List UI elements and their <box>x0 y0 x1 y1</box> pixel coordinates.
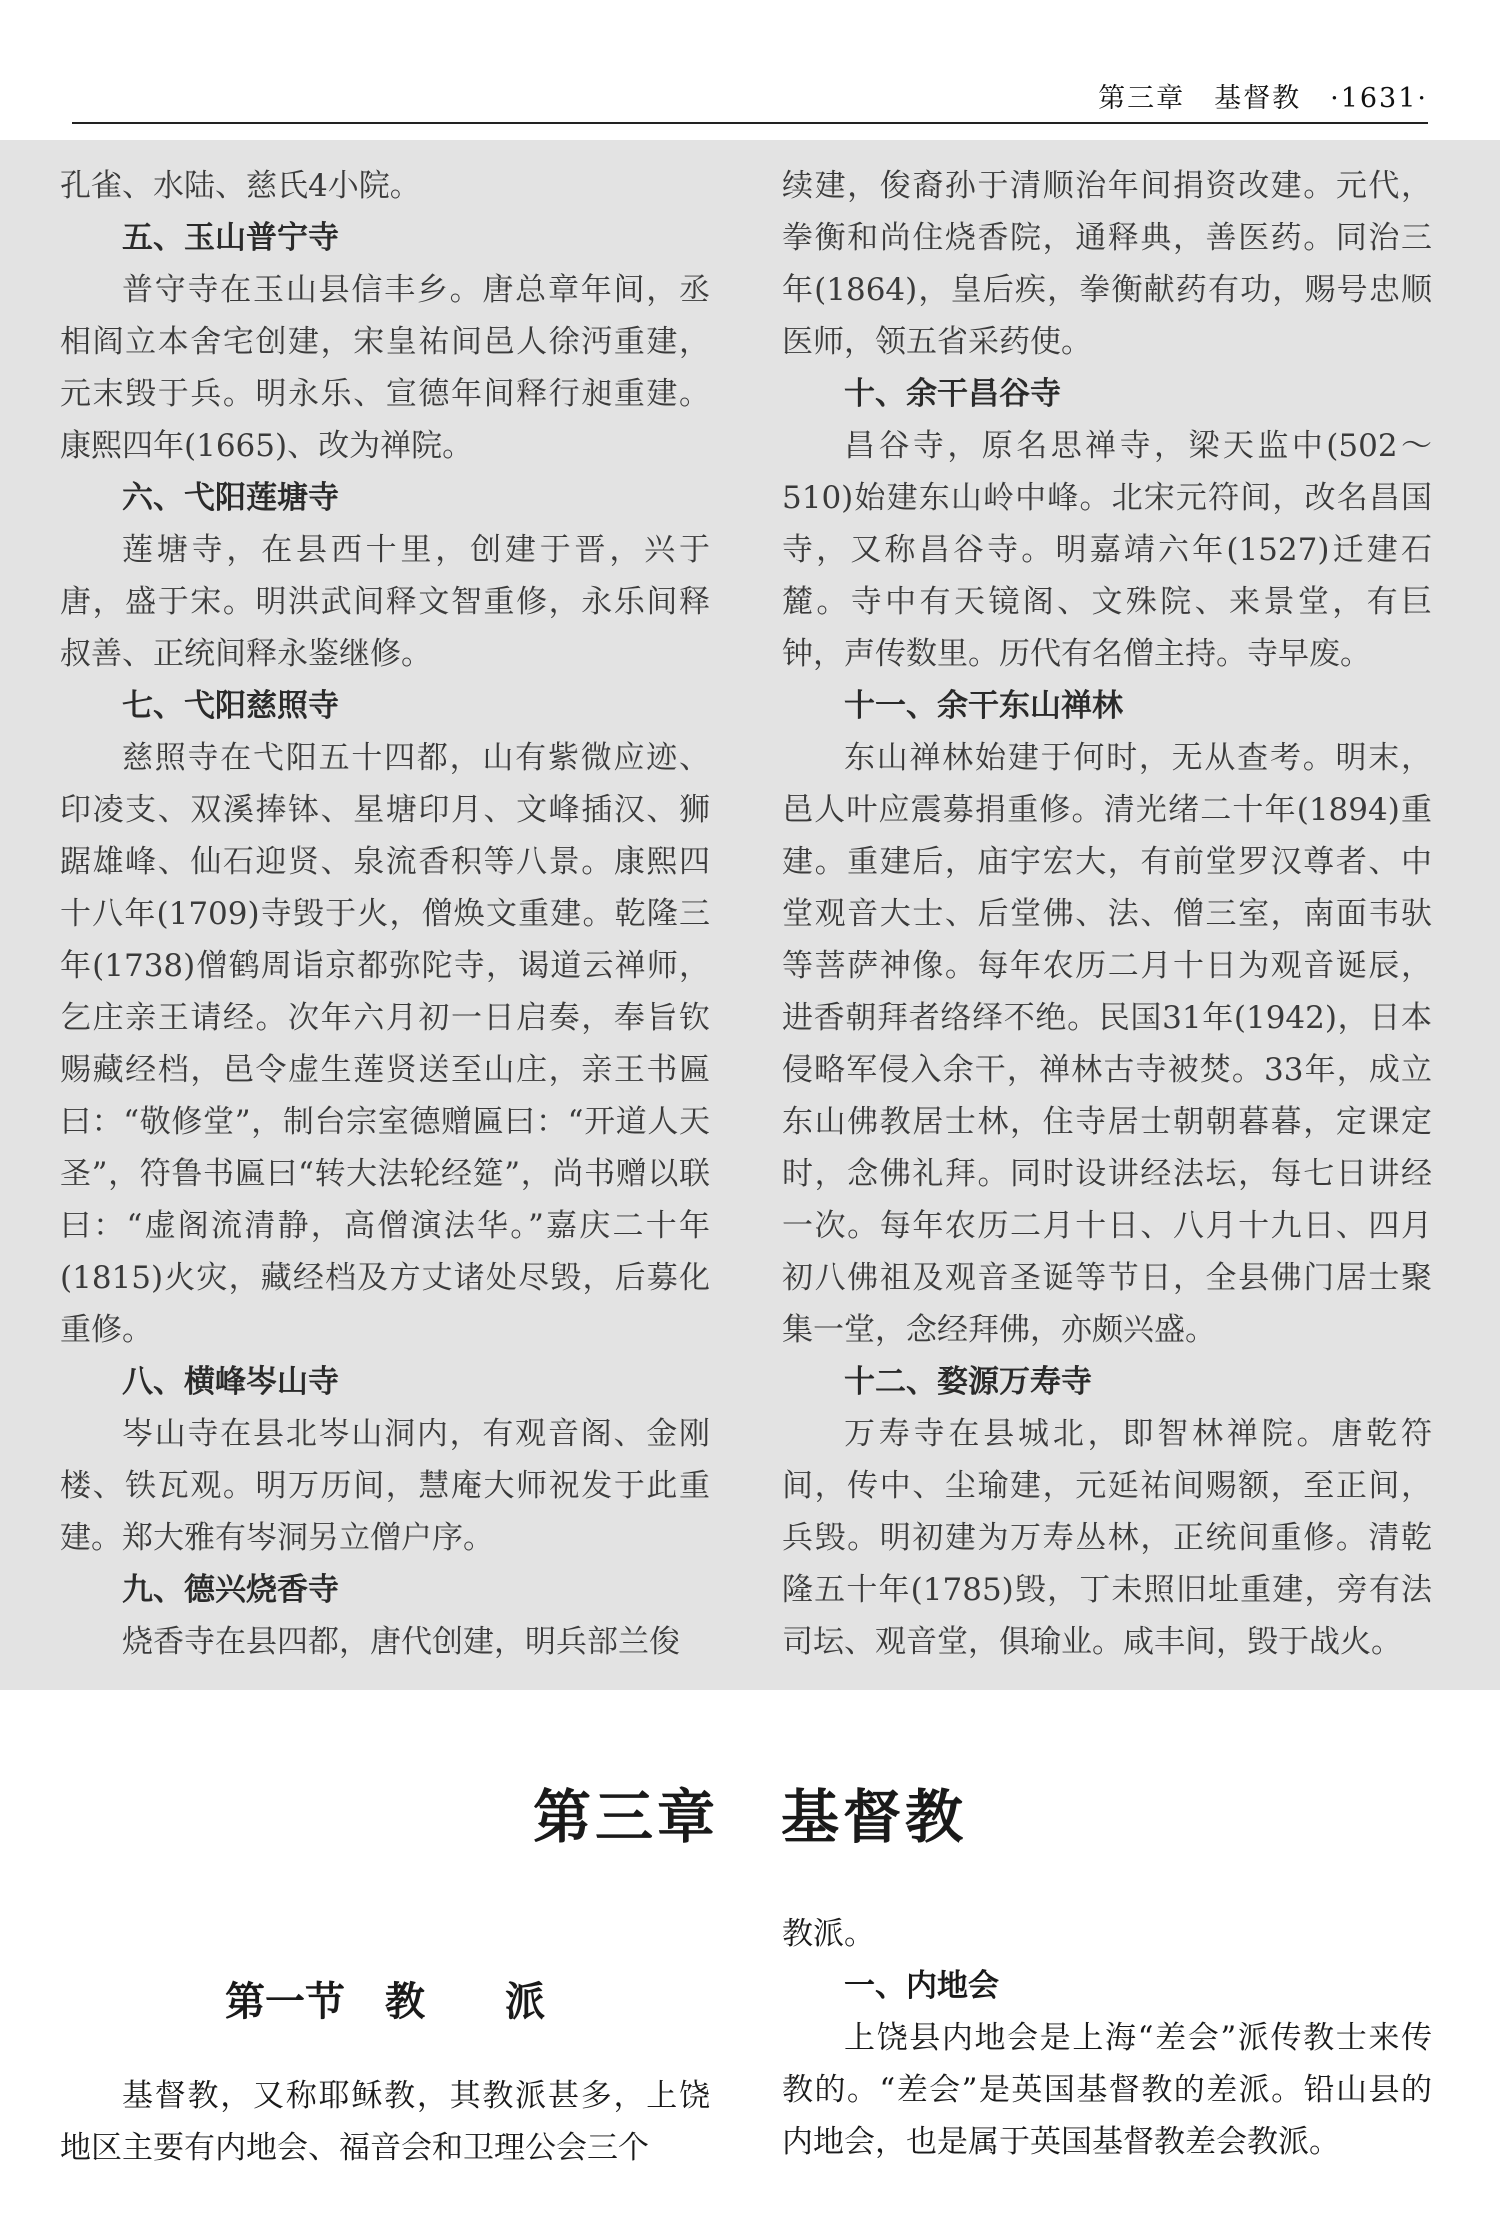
paragraph: 教派。 <box>782 1916 875 1952</box>
paragraph: 上饶县内地会是上海“差会”派传教士来传教的。“差会”是英国基督教的差派。铅山县的内地会，也是属于英国基督教差会教派。 <box>782 2020 1432 2160</box>
section-heading: 十一、余干东山禅林 <box>844 688 1123 724</box>
section-heading: 十二、婺源万寿寺 <box>844 1364 1092 1400</box>
section-heading: 八、横峰岑山寺 <box>122 1364 339 1400</box>
section-heading: 七、弋阳慈照寺 <box>122 688 339 724</box>
section-heading: 九、德兴烧香寺 <box>122 1572 339 1608</box>
paragraph: 岑山寺在县北岑山洞内，有观音阁、金刚楼、铁瓦观。明万历间，慧庵大师祝发于此重建。郑大雅有岑洞另立僧户序。 <box>60 1416 710 1556</box>
upper-right-column <box>782 160 1432 1668</box>
section-heading: 一、内地会 <box>844 1968 999 2004</box>
section-heading: 五、玉山普宁寺 <box>122 220 339 256</box>
paragraph: 万寿寺在县城北，即智林禅院。唐乾符间，传中、尘瑜建，元延祐间赐额，至正间，兵毁。明初建为万寿丛林，正统间重修。清乾隆五十年(1785)毁，丁未照旧址重建，旁有法司坛、观音堂，俱瑜业。咸丰间，毁于战火。 <box>782 1416 1432 1660</box>
running-header <box>0 70 1500 120</box>
paragraph: 基督教，又称耶稣教，其教派甚多，上饶地区主要有内地会、福音会和卫理公会三个 <box>60 2078 710 2166</box>
section-heading: 六、弋阳莲塘寺 <box>122 480 339 516</box>
paragraph: 烧香寺在县四都，唐代创建，明兵部兰俊 <box>122 1624 680 1660</box>
running-title: 第三章 基督教 ·1631· <box>1098 83 1428 114</box>
paragraph: 慈照寺在弋阳五十四都，山有紫微应迹、印凌支、双溪捧钵、星塘印月、文峰插汉、狮踞雄峰、仙石迎贤、泉流香积等八景。康熙四十八年(1709)寺毁于火，僧焕文重建。乾隆三年(1738)僧鹤周诣京都弥陀寺，谒道云禅师，乞庄亲王请经。次年六月初一日启奏，奉旨钦赐藏经档，邑令虚生莲贤送至山庄，亲王书匾曰：“敬修堂”，制台宗室德赠匾曰：“开道人天圣”，符鲁书匾曰“转大法轮经筵”，尚书赠以联曰：“虚阁流清静，高僧演法华。”嘉庆二十年(1815)火灾，藏经档及方丈诸处尽毁，后募化重修。 <box>60 740 710 1348</box>
section-title: 第一节 教 派 <box>225 1979 545 2025</box>
paragraph: 续建，俊裔孙于清顺治年间捐资改建。元代，拳衡和尚住烧香院，通释典，善医药。同治三年(1864)，皇后疾，拳衡献药有功，赐号忠顺医师，领五省采药使。 <box>782 168 1432 360</box>
paragraph: 东山禅林始建于何时，无从查考。明末，邑人叶应震募捐重修。清光绪二十年(1894)重建。重建后，庙宇宏大，有前堂罗汉尊者、中堂观音大士、后堂佛、法、僧三室，南面韦驮等菩萨神像。每年农历二月十日为观音诞辰，进香朝拜者络绎不绝。民国31年(1942)，日本侵略军侵入余干，禅林古寺被焚。33年，成立东山佛教居士林，住寺居士朝朝暮暮，定课定时，念佛礼拜。同时设讲经法坛，每七日讲经一次。每年农历二月十日、八月十九日、四月初八佛祖及观音圣诞等节日，全县佛门居士聚集一堂，念经拜佛，亦颇兴盛。 <box>782 740 1432 1348</box>
shaded-continuation-block <box>0 140 1500 1690</box>
header-rule <box>72 122 1428 124</box>
section-heading: 十、余干昌谷寺 <box>844 376 1061 412</box>
lower-right-column <box>782 1908 1432 2168</box>
paragraph: 普守寺在玉山县信丰乡。唐总章年间，丞相阎立本舍宅创建，宋皇祐间邑人徐沔重建，元末毁于兵。明永乐、宣德年间释行昶重建。康熙四年(1665)、改为禅院。 <box>60 272 710 464</box>
chapter-title: 第三章 基督教 <box>532 1783 967 1851</box>
paragraph: 昌谷寺，原名思禅寺，梁天监中(502～510)始建东山岭中峰。北宋元符间，改名昌国寺，又称昌谷寺。明嘉靖六年(1527)迁建石麓。寺中有天镜阁、文殊院、来景堂，有巨钟，声传数里。历代有名僧主持。寺早废。 <box>782 428 1432 672</box>
lower-left-column <box>60 2070 710 2174</box>
upper-left-column <box>60 160 710 1668</box>
paragraph: 孔雀、水陆、慈氏4小院。 <box>60 168 421 204</box>
paragraph: 莲塘寺，在县西十里，创建于晋，兴于唐，盛于宋。明洪武间释文智重修，永乐间释叔善、正统间释永鉴继修。 <box>60 532 710 672</box>
